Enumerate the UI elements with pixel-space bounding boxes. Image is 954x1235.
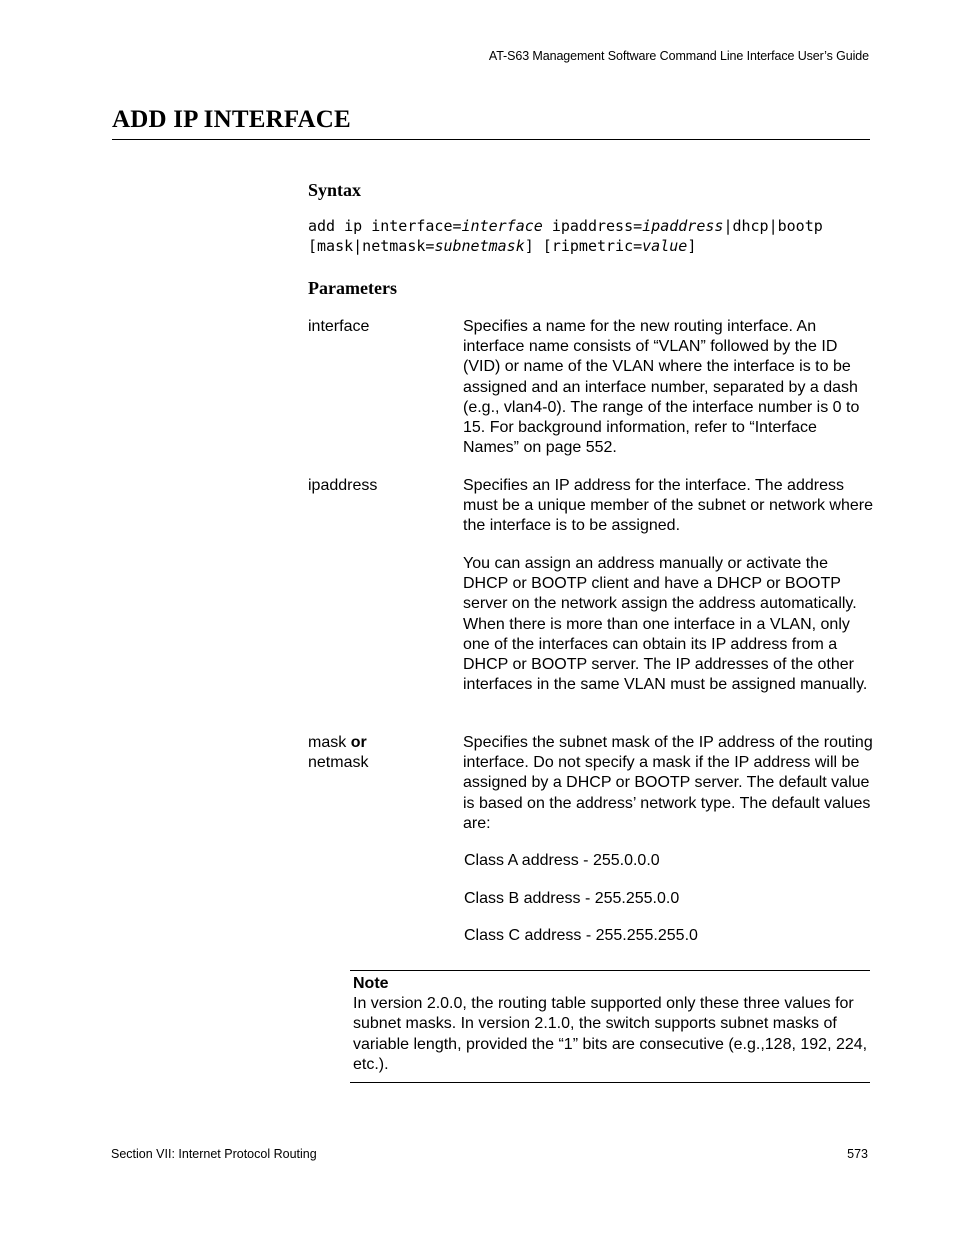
title-divider <box>112 139 870 140</box>
param-desc-interface <box>463 317 873 458</box>
param-term-mask <box>308 733 368 773</box>
syntax-variable: value <box>642 237 688 255</box>
page-title: ADD IP INTERFACE <box>112 106 351 133</box>
note-title: Note <box>353 975 389 992</box>
param-desc-mask <box>463 733 873 834</box>
param-desc-ipaddress <box>463 476 873 537</box>
class-a-default: Class A address - 255.0.0.0 <box>464 852 660 869</box>
term-or: or <box>350 734 367 751</box>
syntax-text: ipaddress= <box>542 217 643 235</box>
syntax-text: |dhcp|bootp <box>723 217 823 235</box>
syntax-variable: interface <box>461 217 543 235</box>
param-term-ipaddress: ipaddress <box>308 477 378 494</box>
class-b-default: Class B address - 255.255.0.0 <box>464 890 680 907</box>
syntax-text: ] [ripmetric= <box>524 237 643 255</box>
syntax-line-1 <box>308 216 823 236</box>
term-netmask: netmask <box>308 754 369 771</box>
syntax-variable: ipaddress <box>642 217 724 235</box>
note-box <box>350 970 870 1083</box>
param-desc-ipaddress-more <box>463 554 873 695</box>
param-desc-text: Specifies a name for the new routing interface. An interface name consists of “VLAN” followed by the ID (VID) or name of the VLAN where the interface is to be assigned and an interface number, separated by a dash (e.g., vlan4-0). The range of the interface number is 0 to 15. For background information, refer to “Interface Names” on page 552. <box>463 318 860 457</box>
syntax-line-2 <box>308 236 696 256</box>
term-mask: mask <box>308 734 347 751</box>
param-desc-text: Specifies the subnet mask of the IP address of the routing interface. Do not specify a mask if the IP address will be assigned by a DHCP or BOOTP server. The default value is based on the address’ network type. The default values are: <box>463 734 873 832</box>
note-text: In version 2.0.0, the routing table supported only these three values for subnet masks. In version 2.1.0, the switch supports subnet masks of variable length, provided the “1” bits are consecutive (e.g.,128, 192, 224, etc.). <box>353 995 868 1073</box>
parameters-heading: Parameters <box>308 278 397 298</box>
param-desc-text: Specifies an IP address for the interface. The address must be a unique member of the subnet or network where the interface is to be assigned. <box>463 477 873 535</box>
footer-section: Section VII: Internet Protocol Routing <box>111 1147 317 1161</box>
page-number: 573 <box>847 1147 868 1161</box>
running-header: AT-S63 Management Software Command Line Interface User’s Guide <box>488 49 869 63</box>
syntax-heading: Syntax <box>308 180 362 200</box>
syntax-text: ] <box>687 237 697 255</box>
syntax-text: add ip interface= <box>308 217 462 235</box>
syntax-variable: subnetmask <box>434 237 525 255</box>
syntax-text: [mask|netmask= <box>308 237 435 255</box>
param-term-interface: interface <box>308 318 370 335</box>
param-desc-text: You can assign an address manually or activate the DHCP or BOOTP client and have a DHCP or BOOTP server on the network assign the address automatically. When there is more than one interface in a VLAN, only one of the interfaces can obtain its IP address from a DHCP or BOOTP server. The IP addresses of the other interfaces in the same VLAN must be assigned manually. <box>463 555 868 694</box>
class-c-default: Class C address - 255.255.255.0 <box>464 927 698 944</box>
